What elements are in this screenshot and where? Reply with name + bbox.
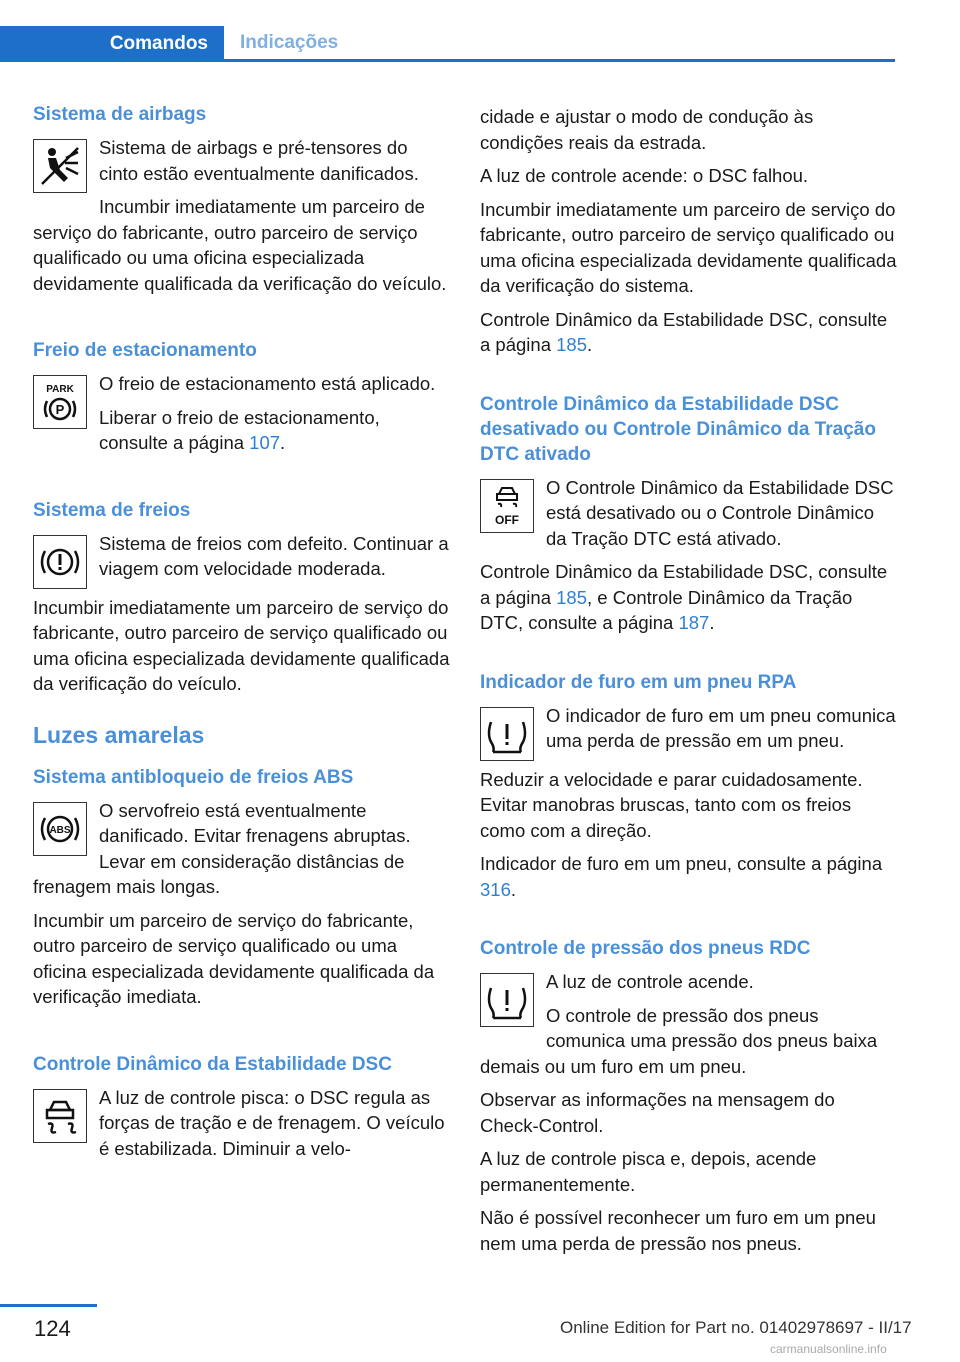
paragraph: O indicador de furo em um pneu comunica uma perda de pressão em um pneu. (546, 704, 896, 751)
paragraph: Não é possível reconhecer um furo em um pneu nem uma perda de pressão nos pneus. (480, 1207, 876, 1254)
paragraph: A luz de controle acende: o DSC falhou. (480, 165, 809, 186)
header-tabs (0, 26, 895, 62)
paragraph: Sistema de freios com defeito. Continuar a viagem com velocidade moderada. (99, 532, 449, 579)
section-parking-brake (33, 338, 451, 464)
paragraph: A luz de controle pisca: o DSC regula as forças de tração e de frenagem. O veículo é estabilizada. Diminuir a velo- (99, 1086, 445, 1159)
section-title: Freio de estacionamento (33, 340, 257, 361)
svg-text:P: P (55, 402, 65, 417)
section-title: Sistema de airbags (33, 104, 207, 125)
section-dsc-off (480, 392, 898, 636)
paragraph: Observar as informações na mensagem do Check-Control. (480, 1089, 835, 1136)
section-dsc (33, 1052, 451, 1170)
svg-text:ABS: ABS (49, 824, 71, 836)
right-column (480, 104, 898, 1290)
paragraph: Reduzir a velocidade e parar cuidadosamente. Evitar manobras bruscas, tanto com os freios como com a direção. (480, 768, 863, 841)
left-column (33, 102, 451, 1203)
tire-warning-icon (480, 707, 534, 761)
paragraph: O controle de pressão dos pneus comunica uma pressão dos pneus baixa demais ou um furo em um pneu. (480, 1004, 878, 1077)
brake-warning-icon (33, 535, 87, 589)
watermark: carmanualsonline.info (770, 1342, 887, 1356)
paragraph: Incumbir um parceiro de serviço do fabricante, outro parceiro de serviço qualificado ou uma oficina especializada devidamente qualificada da verificação imediata. (33, 909, 435, 1007)
paragraph: Controle Dinâmico da Estabilidade DSC, consulte a página 185, e Controle Dinâmico da Tração DTC, consulte a página 187. (480, 561, 888, 633)
page-link[interactable]: 316 (480, 878, 511, 900)
header-divider (0, 59, 895, 62)
paragraph: Indicador de furo em um pneu, consulte a página 316. (480, 853, 883, 900)
tire-pressure-icon (480, 973, 534, 1027)
svg-text:PARK: PARK (46, 384, 74, 395)
section-rpa (480, 670, 898, 903)
paragraph: Incumbir imediatamente um parceiro de serviço do fabricante, outro parceiro de serviço qualificado ou uma oficina especializada devidamente qualificada da verificação do veículo. (33, 196, 447, 294)
section-rdc (480, 936, 898, 1256)
paragraph: Incumbir imediatamente um parceiro de serviço do fabricante, outro parceiro de serviço qualificado ou uma oficina especializada devidamente qualificada da verificação do sistema. (480, 198, 897, 296)
paragraph: A luz de controle pisca e, depois, acende permanentemente. (480, 1148, 817, 1195)
section-title: Sistema antibloqueio de freios ABS (33, 766, 354, 788)
section-title: Controle Dinâmico da Estabilidade DSC (33, 1053, 392, 1075)
section-dsc-continued (480, 104, 898, 358)
park-brake-icon (33, 375, 87, 429)
section-title: Controle Dinâmico da Estabilidade DSC desativado ou Controle Dinâmico da Tração DTC ativado (480, 393, 876, 465)
dsc-off-icon (480, 479, 534, 533)
page-number: 124 (34, 1316, 71, 1341)
abs-icon (33, 802, 87, 856)
paragraph: A luz de controle acende. (546, 971, 754, 992)
paragraph: O Controle Dinâmico da Estabilidade DSC está desativado ou o Controle Dinâmico da Tração DTC está ativado. (546, 476, 894, 549)
airbag-warning-icon (33, 139, 87, 193)
page-link[interactable]: 187 (678, 612, 710, 633)
section-abs (33, 765, 451, 1018)
paragraph: Controle Dinâmico da Estabilidade DSC, consulte a página 185. (480, 308, 888, 355)
paragraph: Incumbir imediatamente um parceiro de serviço do fabricante, outro parceiro de serviço qualificado ou uma oficina especializada devidamente qualificada da verificação do veículo. (33, 596, 450, 694)
paragraph: O freio de estacionamento está aplicado. (99, 373, 436, 394)
heading-yellow-lights: Luzes amarelas (33, 721, 205, 748)
paragraph: O servofreio está eventualmente danificado. Evitar frenagens abruptas. Levar em consideração distâncias de frenagem mais longas. (33, 799, 411, 897)
page-link[interactable]: 107 (249, 432, 281, 453)
paragraph: Liberar o freio de estacionamento, consulte a página 107. (99, 406, 380, 453)
paragraph: cidade e ajustar o modo de condução às condições reais da estrada. (480, 106, 814, 153)
section-title: Sistema de freios (33, 499, 191, 521)
section-airbags (33, 102, 451, 304)
section-title: Indicador de furo em um pneu RPA (480, 671, 797, 693)
tab-comandos[interactable]: Comandos (0, 26, 224, 62)
page-link[interactable]: 185 (556, 586, 587, 608)
page-link[interactable]: 185 (556, 334, 587, 355)
tab-indicacoes[interactable]: Indicações (240, 31, 339, 53)
section-title: Controle de pressão dos pneus RDC (480, 938, 811, 959)
edition-text: Online Edition for Part no. 01402978697 - II/17 (560, 1318, 912, 1337)
section-brake-system (33, 498, 451, 697)
svg-text:OFF: OFF (495, 512, 519, 527)
dsc-skid-icon (33, 1089, 87, 1143)
paragraph: Sistema de airbags e pré-tensores do cinto estão eventualmente danificados. (99, 137, 419, 184)
footer-divider (0, 1304, 97, 1307)
